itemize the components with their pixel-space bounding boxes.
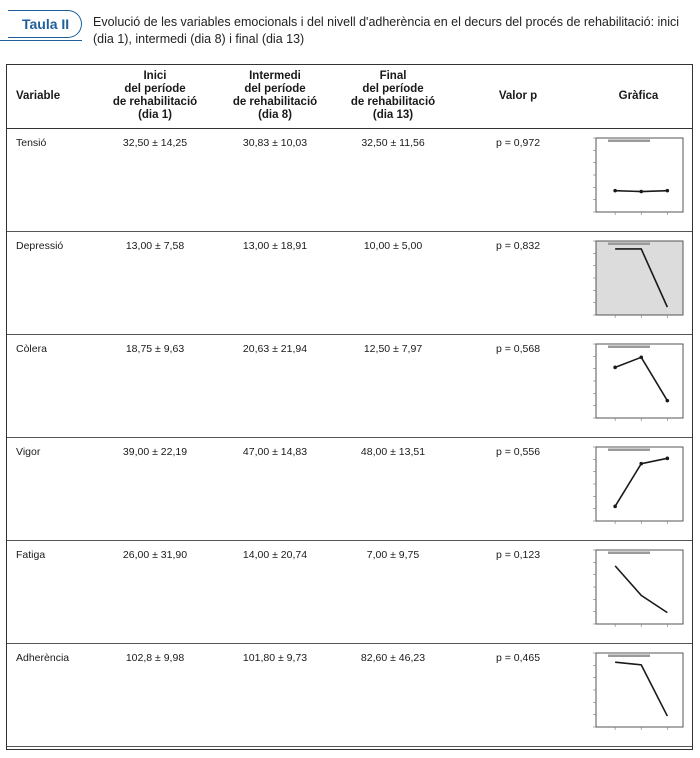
table-header — [0, 0, 700, 56]
cell-final: 7,00 ± 9,75 — [334, 541, 452, 644]
cell-chart — [584, 644, 693, 747]
cell-chart — [584, 438, 693, 541]
cell-inici: 26,00 ± 31,90 — [94, 541, 216, 644]
data-point — [613, 505, 617, 509]
cell-intermedi: 14,00 ± 20,74 — [216, 541, 334, 644]
cell-intermedi: 47,00 ± 14,83 — [216, 438, 334, 541]
cell-inici: 18,75 ± 9,63 — [94, 335, 216, 438]
cell-final: 10,00 ± 5,00 — [334, 232, 452, 335]
cell-p-value: p = 0,465 — [452, 644, 584, 747]
cell-variable: Vigor — [6, 438, 94, 541]
cell-p-value: p = 0,123 — [452, 541, 584, 644]
plot-area — [596, 138, 683, 212]
col-intermedi-l3: de rehabilitació — [232, 96, 318, 108]
col-inici-l4: (dia 1) — [138, 109, 172, 121]
col-intermedi-l2: del període — [244, 83, 306, 95]
chart-title-mark — [608, 346, 650, 349]
table-label — [8, 10, 82, 38]
chart-title-mark — [608, 552, 650, 555]
cell-intermedi: 30,83 ± 10,03 — [216, 129, 334, 232]
cell-final: 48,00 ± 13,51 — [334, 438, 452, 541]
cell-inici: 39,00 ± 22,19 — [94, 438, 216, 541]
col-intermedi-l1: Intermedi — [249, 70, 301, 82]
cell-inici: 102,8 ± 9,98 — [94, 644, 216, 747]
table-row — [6, 541, 693, 644]
mini-chart — [584, 235, 691, 327]
cell-final: 82,60 ± 46,23 — [334, 644, 452, 747]
cell-variable: Depressió — [6, 232, 94, 335]
mini-chart — [584, 441, 691, 533]
table-row — [6, 644, 693, 747]
col-final-l2: del període — [362, 83, 424, 95]
col-valor-p: Valor p — [452, 64, 584, 129]
plot-area — [596, 550, 683, 624]
cell-final: 32,50 ± 11,56 — [334, 129, 452, 232]
col-intermedi-l4: (dia 8) — [258, 109, 292, 121]
chart-title-mark — [608, 655, 650, 658]
col-final-l4: (dia 13) — [372, 109, 414, 121]
cell-inici: 13,00 ± 7,58 — [94, 232, 216, 335]
table-row — [6, 129, 693, 232]
data-point — [666, 457, 670, 461]
cell-chart — [584, 232, 693, 335]
col-final-l3: de rehabilitació — [350, 96, 436, 108]
chart-title-mark — [608, 449, 650, 452]
col-variable: Variable — [6, 64, 94, 129]
plot-area — [596, 447, 683, 521]
table-label-text: Taula II — [22, 16, 70, 32]
col-final-l1: Final — [379, 70, 407, 82]
plot-area — [596, 241, 683, 315]
col-intermedi — [216, 64, 334, 129]
cell-variable: Còlera — [6, 335, 94, 438]
table-row — [6, 438, 693, 541]
col-inici-l1: Inici — [143, 70, 167, 82]
mini-chart — [584, 132, 691, 224]
data-point — [639, 356, 643, 360]
col-inici-l3: de rehabilitació — [112, 96, 198, 108]
data-point — [639, 462, 643, 466]
cell-inici: 32,50 ± 14,25 — [94, 129, 216, 232]
cell-variable: Tensió — [6, 129, 94, 232]
data-point — [639, 190, 643, 194]
cell-p-value: p = 0,972 — [452, 129, 584, 232]
cell-variable: Fatiga — [6, 541, 94, 644]
mini-chart — [584, 647, 691, 739]
data-point — [666, 189, 670, 193]
table-row — [6, 335, 693, 438]
col-inici — [94, 64, 216, 129]
table-caption: Evolució de les variables emocionals i del nivell d'adherència en el decurs del procés de rehabilitació: inici (dia 1), intermedi (dia 8) i final (dia 13) — [93, 15, 680, 46]
cell-chart — [584, 335, 693, 438]
cell-p-value: p = 0,832 — [452, 232, 584, 335]
header-row — [6, 64, 693, 129]
cell-chart — [584, 129, 693, 232]
cell-p-value: p = 0,568 — [452, 335, 584, 438]
cell-intermedi: 13,00 ± 18,91 — [216, 232, 334, 335]
data-point — [613, 189, 617, 193]
col-grafica: Gràfica — [584, 64, 693, 129]
plot-area — [596, 344, 683, 418]
col-inici-l2: del període — [124, 83, 186, 95]
data-point — [613, 366, 617, 370]
header-rule — [0, 40, 82, 41]
mini-chart — [584, 338, 691, 430]
cell-p-value: p = 0,556 — [452, 438, 584, 541]
cell-variable: Adherència — [6, 644, 94, 747]
chart-title-mark — [608, 140, 650, 143]
chart-title-mark — [608, 243, 650, 246]
cell-chart — [584, 541, 693, 644]
data-point — [666, 399, 670, 403]
cell-final: 12,50 ± 7,97 — [334, 335, 452, 438]
col-final — [334, 64, 452, 129]
mini-chart — [584, 544, 691, 636]
table-row — [6, 232, 693, 335]
cell-intermedi: 20,63 ± 21,94 — [216, 335, 334, 438]
results-table — [6, 64, 693, 747]
cell-intermedi: 101,80 ± 9,73 — [216, 644, 334, 747]
